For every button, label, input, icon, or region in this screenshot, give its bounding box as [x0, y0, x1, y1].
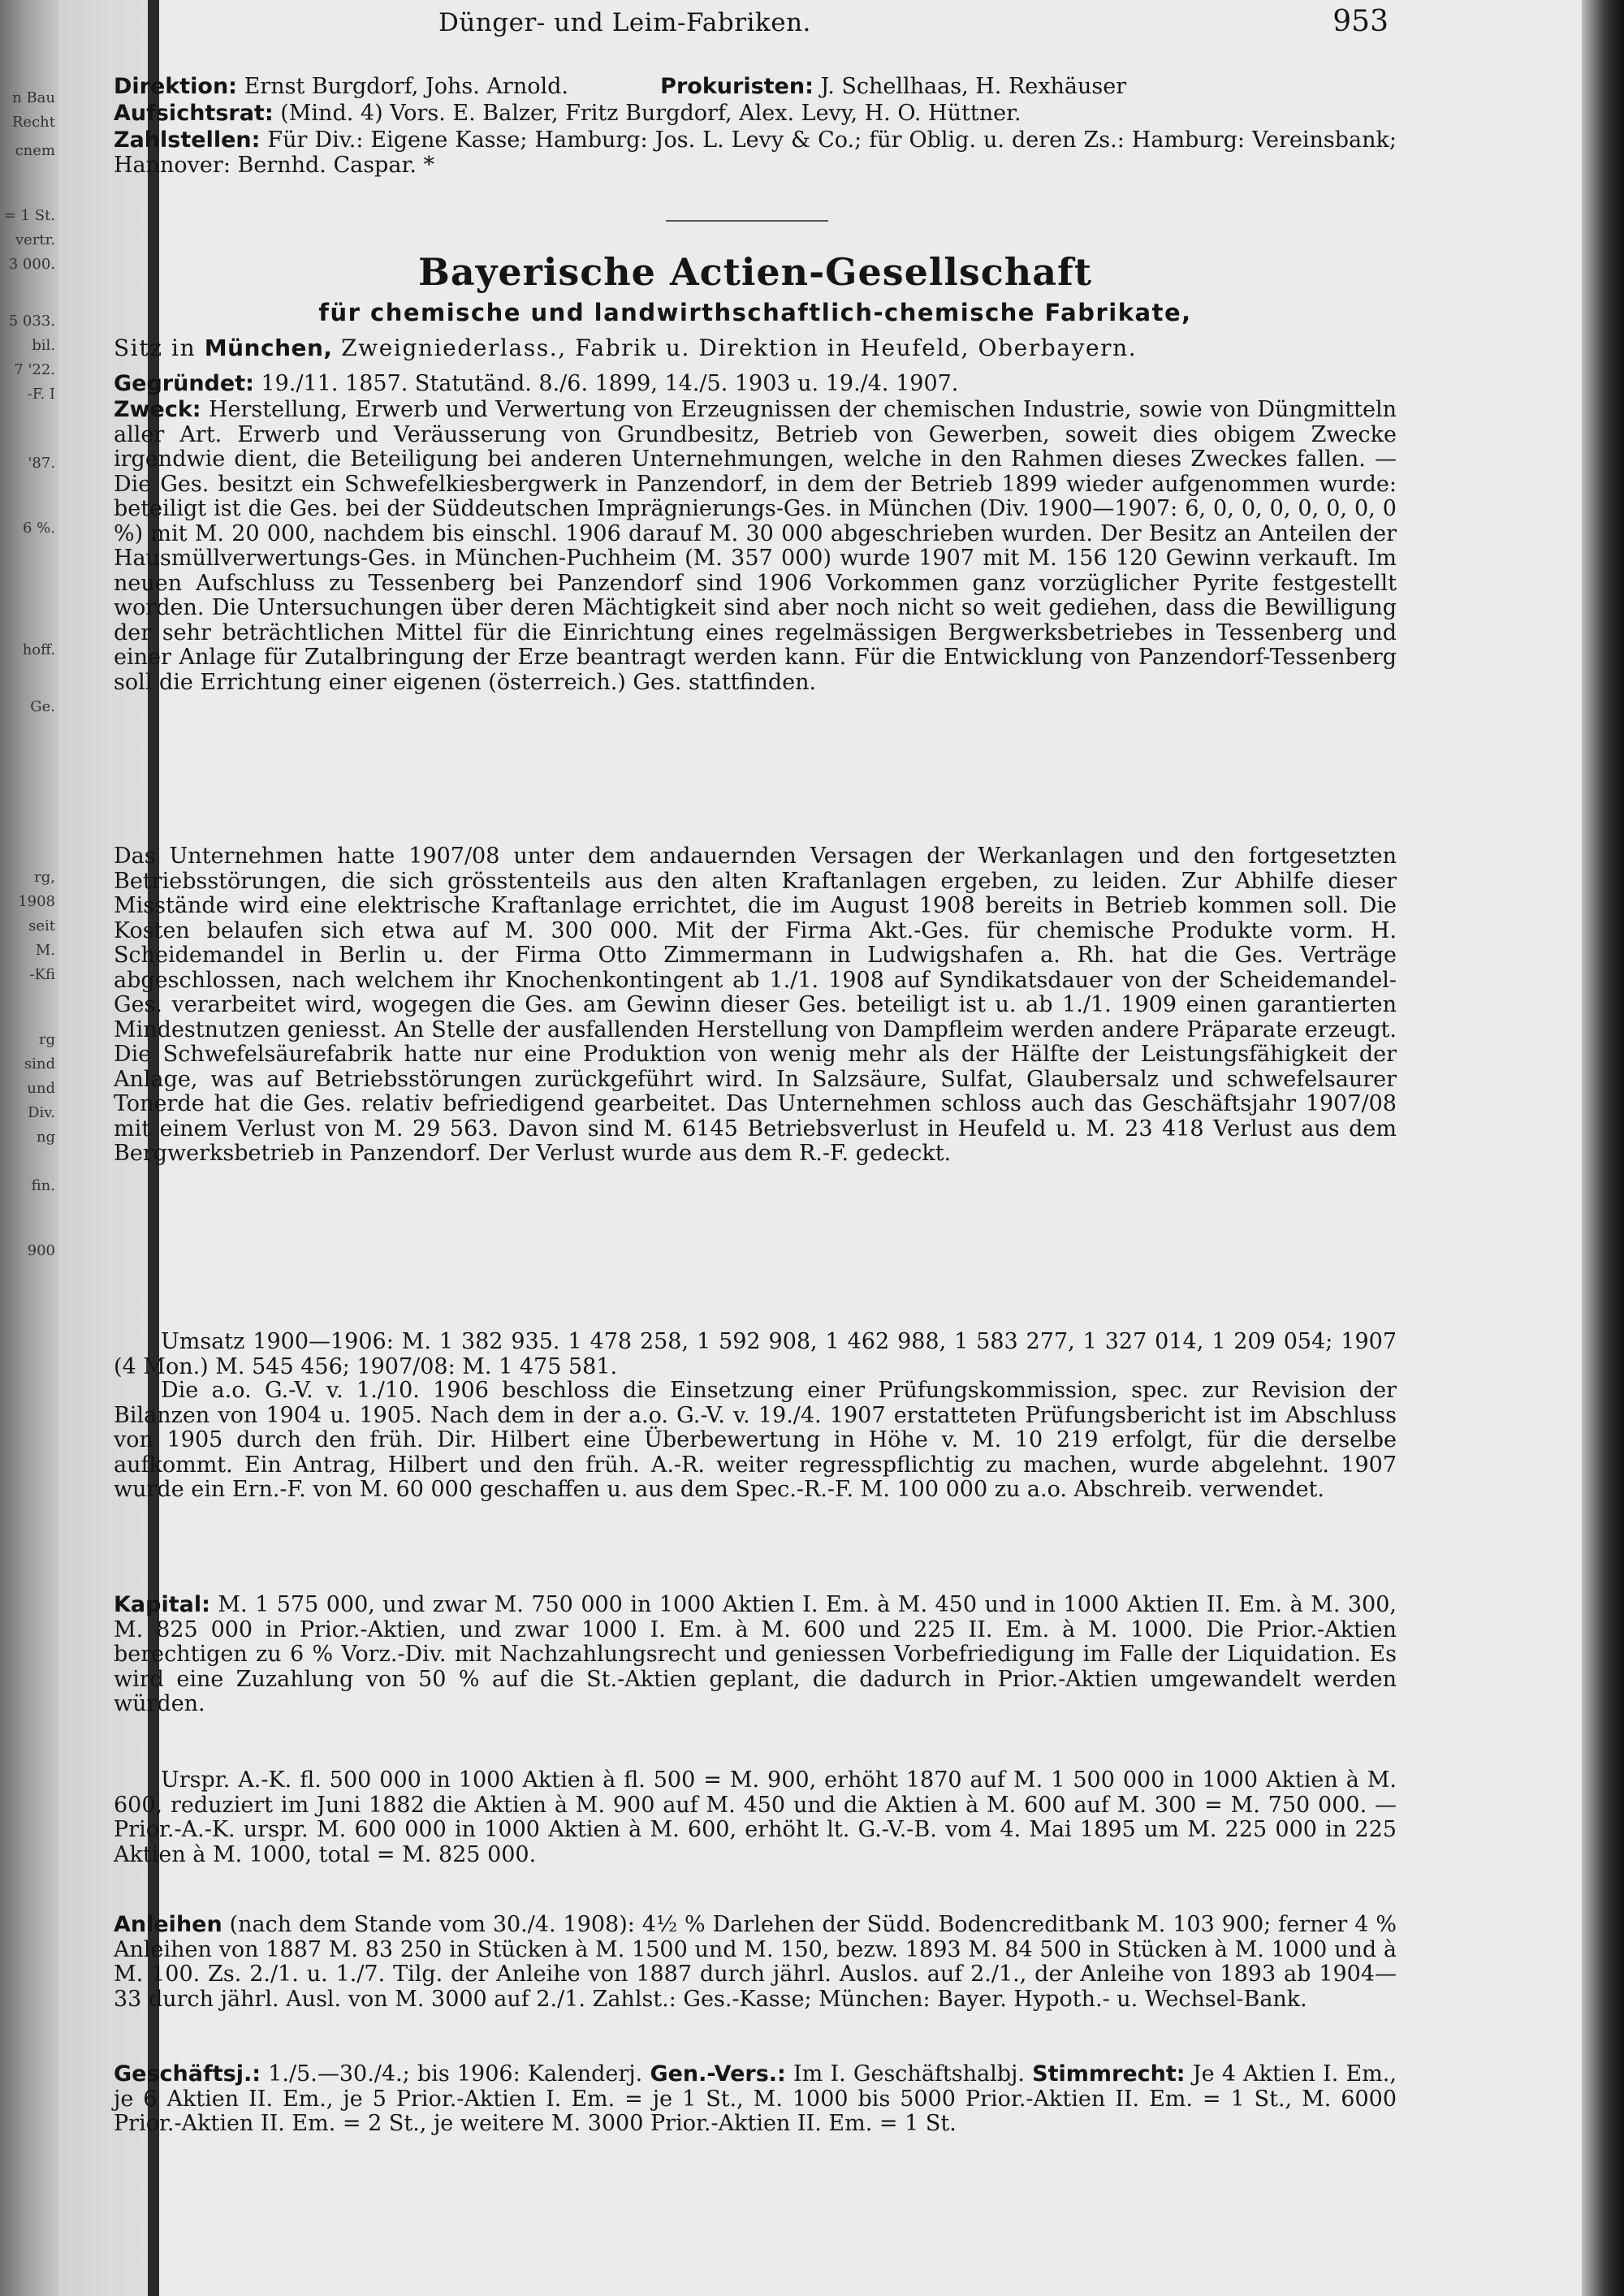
anleihen-text: (nach dem Stande vom 30./4. 1908): 4½ % Darlehen der Südd. Bodencreditbank M. 103 900; ferner 4 % Anleihen von 1887 M. 83 250 in Stücken à M. 1500 und M. 150, bezw. 1893 M. 84 500 in Stücken à M. 1000 und à M. 100. Zs. 2./1. u. 1./7. Tilg. der Anleihe von 1887 durch jährl. Auslos. auf 2./1., der Anleihe von 1893 ab 1904—33 durch jährl. Ausl. von M. 3000 auf 2./1. Zahlst.: Ges.-Kasse; München: Bayer. Hypoth.- u. Wechsel-Bank.	[114, 1912, 1397, 2012]
edge-fragment: rg,	[34, 869, 55, 886]
sitz-label: Sitz in	[114, 334, 197, 361]
company-seat	[114, 334, 1397, 361]
geschaeftsjahr-entry	[114, 2062, 1397, 2137]
umsatz-paragraph: Umsatz 1900—1906: M. 1 382 935. 1 478 258, 1 592 908, 1 462 988, 1 583 277, 1 327 014, 1 209 054; 1907 (4 Mon.) M. 545 456; 1907/08: M. 1 475 581.	[114, 1329, 1397, 1379]
entry-separator	[666, 220, 828, 222]
gv-paragraph: Die a.o. G.-V. v. 1./10. 1906 beschloss die Einsetzung einer Prüfungskommission, spec. zur Revision der Bilanzen von 1904 u. 1905. Nach dem in der a.o. G.-V. v. 19./4. 1907 erstatteten Prüfungsbericht ist im Abschluss von 1905 durch den früh. Dir. Hilbert eine Überbewertung in Höhe v. M. 10 219 erfolgt, für die derselbe aufkommt. Ein Antrag, Hilbert und den früh. A.-R. weiter regresspflichtig zu machen, wurde abgelehnt. 1907 wurde ein Ern.-F. von M. 60 000 geschaffen u. aus dem Spec.-R.-F. M. 100 000 zu a.o. Abschreib. verwendet.	[114, 1378, 1397, 1502]
sitz-rest: Zweigniederlass., Fabrik u. Direktion in Heufeld, Oberbayern.	[341, 334, 1138, 361]
edge-fragment: 900	[27, 1242, 55, 1259]
gegruendet-text: 19./11. 1857. Statutänd. 8./6. 1899, 14./5. 1903 u. 19./4. 1907.	[261, 371, 959, 396]
gen-vers-label: Gen.-Vers.:	[650, 2061, 786, 2087]
sitz-city: München,	[204, 334, 333, 361]
anleihen-entry	[114, 1913, 1397, 2012]
running-title: Dünger- und Leim-Fabriken.	[438, 8, 811, 37]
previous-entry-aufsichtsrat	[114, 101, 1397, 127]
edge-fragment: '87.	[28, 455, 55, 472]
prokuristen-text: J. Schellhaas, H. Rexhäuser	[820, 74, 1127, 99]
edge-fragment: -F. I	[27, 386, 55, 403]
edge-fragment: n Bau	[12, 89, 55, 106]
edge-fragment: fin.	[31, 1177, 55, 1194]
running-head	[114, 3, 1397, 39]
gen-vers-text: Im I. Geschäftshalbj.	[793, 2061, 1025, 2087]
edge-fragment: seit	[28, 917, 55, 934]
edge-fragment: -Kfi	[29, 966, 55, 983]
aufsichtsrat-label: Aufsichtsrat:	[114, 101, 274, 126]
edge-fragment: rg	[38, 1031, 55, 1048]
edge-fragment: 5 033.	[8, 313, 55, 330]
zweck-text: Herstellung, Erwerb und Verwertung von Erzeugnissen der chemischen Industrie, sowie von Düngmitteln aller Art. Erwerb und Veräusserung von Grundbesitz, Betrieb von Gewerben, soweit dies obigem Zwecke irgendwie dient, die Beteiligung bei anderen Unternehmungen, welche in den Rahmen dieses Zweckes fallen. — Die Ges. besitzt ein Schwefelkiesbergwerk in Panzendorf, in dem der Betrieb 1899 wieder aufgenommen wurde: beteiligt ist die Ges. bei der Süddeutschen Imprägnierungs-Ges. in München (Div. 1900—1907: 6, 0, 0, 0, 0, 0, 0, 0 %) mit M. 20 000, nachdem bis einschl. 1906 darauf M. 30 000 abgeschrieben wurden. Der Besitz an Anteilen der Hausmüllverwertungs-Ges. in München-Puchheim (M. 357 000) wurde 1907 mit M. 156 120 Gewinn verkauft. Im neuen Aufschluss zu Tessenberg bei Panzendorf sind 1906 Vorkommen ganz vorzüglicher Pyrite festgestellt worden. Die Untersuchungen über deren Mächtigkeit sind aber noch nicht so weit gediehen, dass die Bewilligung der sehr beträchtlichen Mittel für die Einrichtung eines regelmässigen Bergwerksbetriebes in Tessenberg und einer Anlage für Zutalbringung der Erze beantragt werden kann. Für die Entwicklung von Panzendorf-Tessenberg soll die Errichtung einer eigenen (österreich.) Ges. stattfinden.	[114, 397, 1397, 695]
kapital-entry	[114, 1593, 1397, 1717]
prokuristen-label: Prokuristen:	[660, 74, 814, 99]
direktion-label: Direktion:	[114, 74, 237, 99]
zweck-entry	[114, 398, 1397, 695]
edge-fragment: 7 '22.	[14, 361, 55, 378]
scan-right-edge	[1582, 0, 1624, 2296]
aufsichtsrat-text: (Mind. 4) Vors. E. Balzer, Fritz Burgdorf, Alex. Levy, H. O. Hüttner.	[280, 101, 1021, 126]
gegruendet-label: Gegründet:	[114, 371, 254, 396]
edge-fragment: = 1 St.	[3, 207, 55, 224]
edge-fragment: 6 %.	[23, 520, 55, 537]
edge-fragment: bil.	[32, 337, 55, 354]
geschaeftsjahr-label: Geschäftsj.:	[114, 2061, 261, 2087]
kapital-label: Kapital:	[114, 1592, 210, 1617]
edge-fragment: sind	[24, 1055, 55, 1072]
edge-fragment: 3 000.	[8, 256, 55, 273]
page-number: 953	[1332, 5, 1389, 38]
gegruendet-entry	[114, 372, 1397, 397]
stimmrecht-text: Je 4 Aktien I. Em., je 6 Aktien II. Em., je 5 Prior.-Aktien I. Em. = je 1 St., M. 1000 bis 5000 Prior.-Aktien II. Em. = 1 St., M. 6000 Prior.-Aktien II. Em. = 2 St., je weitere M. 3000 Prior.-Aktien II. Em. = 1 St.	[114, 2061, 1397, 2136]
direktion-text: Ernst Burgdorf, Johs. Arnold.	[244, 74, 568, 99]
company-subtitle: für chemische und landwirthschaftlich-chemische Fabrikate,	[318, 299, 1192, 326]
geschaeftsjahr-text: 1./5.—30./4.; bis 1906: Kalenderj.	[268, 2061, 643, 2087]
edge-fragment: cnem	[15, 142, 55, 159]
edge-fragment: M.	[35, 942, 55, 959]
urspr-paragraph: Urspr. A.-K. fl. 500 000 in 1000 Aktien à fl. 500 = M. 900, erhöht 1870 auf M. 1 500 000 in 1000 Aktien à M. 600, reduziert im Juni 1882 die Aktien à M. 900 auf M. 450 und die Aktien à M. 600 auf M. 300 = M. 750 000. — Prior.-A.-K. urspr. M. 600 000 in 1000 Aktien à M. 600, erhöht lt. G.-V.-B. vom 4. Mai 1895 um M. 225 000 in 225 Aktien à M. 1000, total = M. 825 000.	[114, 1767, 1397, 1867]
anleihen-label: Anleihen	[114, 1912, 222, 1937]
edge-fragment: vertr.	[15, 231, 55, 248]
edge-fragment: Div.	[28, 1104, 55, 1121]
company-name: Bayerische Actien-Gesellschaft	[417, 250, 1093, 294]
previous-entry-direktion	[114, 75, 1397, 100]
document-page	[114, 0, 1397, 2296]
kapital-text: M. 1 575 000, und zwar M. 750 000 in 1000 Aktien I. Em. à M. 450 und in 1000 Aktien II. Em. à M. 300, M. 825 000 in Prior.-Aktien, und zwar 1000 I. Em. à M. 600 und 225 II. Em. à M. 1000. Die Prior.-Aktien berechtigen zu 6 % Vorz.-Div. mit Nachzahlungsrecht und geniessen Vorbefriedigung im Falle der Liquidation. Es wird eine Zuzahlung von 50 % auf die St.-Aktien geplant, die dadurch in Prior.-Aktien umgewandelt werden würden.	[114, 1592, 1397, 1716]
edge-fragment: Recht	[11, 114, 55, 131]
edge-fragment: und	[27, 1080, 55, 1097]
stimmrecht-label: Stimmrecht:	[1032, 2061, 1186, 2087]
zahlstellen-text: Für Div.: Eigene Kasse; Hamburg: Jos. L. Levy & Co.; für Oblig. u. deren Zs.: Hamburg: Vereinsbank; Hannover: Bernhd. Caspar. *	[114, 127, 1397, 178]
unternehmen-paragraph: Das Unternehmen hatte 1907/08 unter dem andauernden Versagen der Werkanlagen und den fortgesetzten Betriebsstörungen, die sich grösstenteils aus den alten Kraftanlagen ergeben, zu leiden. Zur Abhilfe dieser Misstände wird eine elektrische Kraftanlage errichtet, die im August 1908 bereits in Betrieb kommen soll. Die Kosten belaufen sich etwa auf M. 300 000. Mit der Firma Akt.-Ges. für chemische Produkte vorm. H. Scheidemandel in Berlin u. der Firma Otto Zimmermann in Ludwigshafen a. Rh. hat die Ges. Verträge abgeschlossen, nach welchem ihr Knochenkontingent ab 1./1. 1908 auf Syndikatsdauer von der Scheidemandel-Ges. verarbeitet wird, wogegen die Ges. am Gewinn dieser Ges. beteiligt ist u. ab 1./1. 1909 einen garantierten Mindestnutzen geniesst. An Stelle der ausfallenden Herstellung von Dampfleim werden andere Präparate erzeugt. Die Schwefelsäurefabrik hatte nur eine Produktion von wenig mehr als der Hälfte der Leistungsfähigkeit der Anlage, was auf Betriebsstörungen zurückgeführt wird. In Salzsäure, Sulfat, Glaubersalz und schwefelsaurer Tonerde hat die Ges. relativ befriedigend gearbeitet. Das Unternehmen schloss auch das Geschäftsjahr 1907/08 mit einem Verlust von M. 29 563. Davon sind M. 6145 Betriebsverlust in Heufeld u. M. 23 418 Verlust aus dem Bergwerksbetrieb in Panzendorf. Der Verlust wurde aus dem R.-F. gedeckt.	[114, 844, 1397, 1166]
zweck-label: Zweck:	[114, 397, 201, 422]
zahlstellen-label: Zahlstellen:	[114, 127, 261, 153]
edge-fragment: 1908	[18, 893, 55, 910]
edge-fragment: hoff.	[22, 641, 55, 658]
previous-entry-zahlstellen	[114, 128, 1397, 178]
edge-fragment: ng	[36, 1129, 55, 1146]
edge-fragment: Ge.	[30, 698, 55, 715]
